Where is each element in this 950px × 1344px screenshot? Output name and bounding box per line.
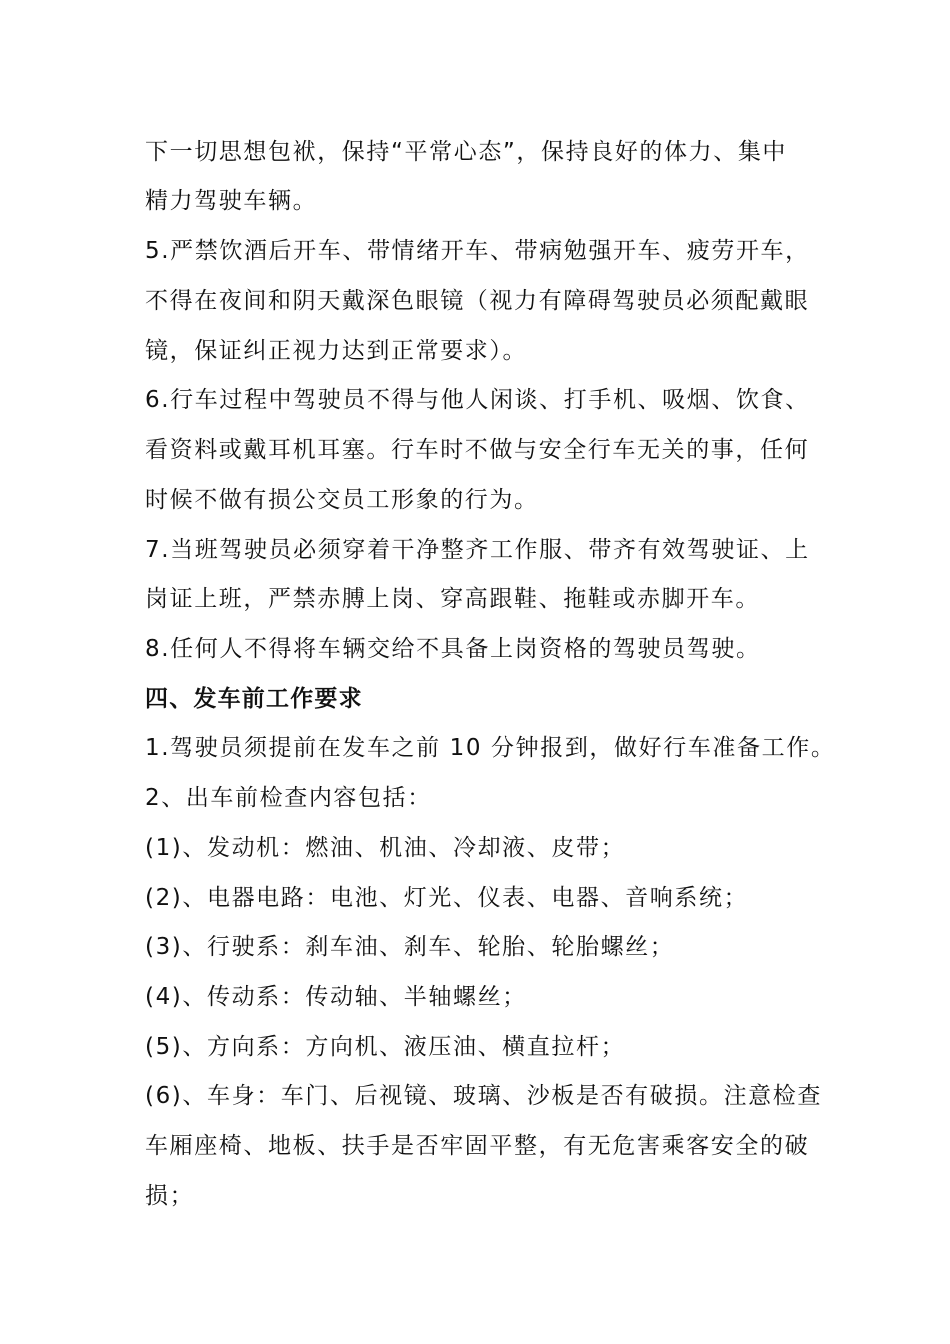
paragraph-line: 时候不做有损公交员工形象的行为。	[145, 487, 539, 513]
paragraph-line: 2、出车前检查内容包括：	[145, 785, 432, 811]
paragraph-line: 5.严禁饮酒后开车、带情绪开车、带病勉强开车、疲劳开车，	[145, 238, 810, 264]
paragraph-line: 7.当班驾驶员必须穿着干净整齐工作服、带齐有效驾驶证、上	[145, 537, 810, 563]
paragraph-line: 镜，保证纠正视力达到正常要求）。	[145, 338, 528, 364]
paragraph-line: 下一切思想包袱，保持“平常心态”，保持良好的体力、集中	[145, 139, 788, 165]
list-item: (4)、传动系：传动轴、半轴螺丝；	[145, 984, 527, 1010]
paragraph-line: 精力驾驶车辆。	[145, 188, 318, 214]
list-item: (5)、方向系：方向机、液压油、横直拉杆；	[145, 1034, 626, 1060]
section-heading: 四、发车前工作要求	[145, 686, 363, 712]
list-item: (1)、发动机：燃油、机油、冷却液、皮带；	[145, 835, 626, 861]
paragraph-line: 不得在夜间和阴天戴深色眼镜（视力有障碍驾驶员必须配戴眼	[145, 288, 810, 314]
paragraph-line: 1.驾驶员须提前在发车之前 10 分钟报到，做好行车准备工作。	[145, 735, 836, 761]
paragraph-line: 8.任何人不得将车辆交给不具备上岗资格的驾驶员驾驶。	[145, 636, 761, 662]
paragraph-line: 车厢座椅、地板、扶手是否牢固平整，有无危害乘客安全的破	[145, 1133, 810, 1159]
list-item: (6)、车身：车门、后视镜、玻璃、沙板是否有破损。注意检查	[145, 1083, 822, 1109]
list-item: (2)、电器电路：电池、灯光、仪表、电器、音响系统；	[145, 885, 749, 911]
paragraph-line: 损；	[145, 1183, 195, 1209]
paragraph-line: 6.行车过程中驾驶员不得与他人闲谈、打手机、吸烟、饮食、	[145, 387, 810, 413]
paragraph-line: 看资料或戴耳机耳塞。行车时不做与安全行车无关的事，任何	[145, 437, 810, 463]
paragraph-line: 岗证上班，严禁赤膊上岗、穿高跟鞋、拖鞋或赤脚开车。	[145, 586, 760, 612]
list-item: (3)、行驶系：刹车油、刹车、轮胎、轮胎螺丝；	[145, 934, 675, 960]
